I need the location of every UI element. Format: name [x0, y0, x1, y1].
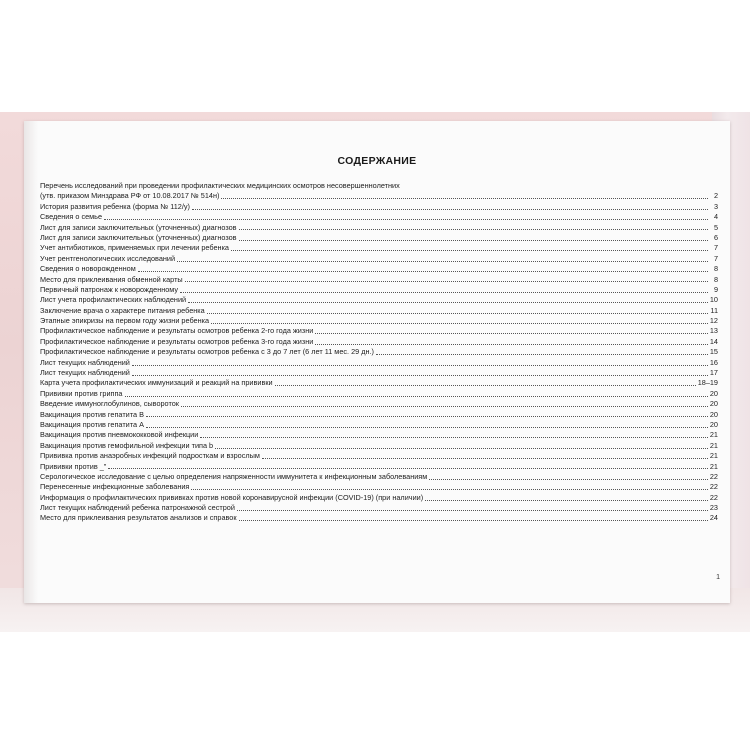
toc-dot-leader — [138, 271, 708, 272]
toc-entry-title: Лист текущих наблюдений — [40, 357, 130, 367]
toc-dot-leader — [239, 520, 708, 521]
toc-dot-leader — [237, 510, 708, 511]
toc-entry — [40, 441, 718, 451]
toc-entry — [40, 223, 718, 233]
toc-dot-leader — [185, 281, 708, 282]
toc-entry-title: Этапные эпикризы на первом году жизни ребенка — [40, 316, 210, 326]
toc-dot-leader — [181, 406, 708, 407]
toc-entry — [40, 451, 718, 461]
toc-entry-page: 20 — [709, 399, 718, 409]
toc-entry-title: Первичный патронаж к новорожденному — [40, 284, 179, 294]
toc-entry-page: 8 — [713, 264, 718, 274]
toc-entry-page: 14 — [709, 336, 718, 346]
toc-entry-page: 10 — [709, 295, 718, 305]
toc-entry — [40, 275, 718, 285]
toc-entry-title: Лист текущих наблюдений — [40, 368, 130, 378]
toc-entry — [40, 347, 718, 357]
toc-entry-page: 22 — [709, 471, 718, 481]
toc-entry — [40, 254, 718, 264]
toc-dot-leader — [231, 250, 708, 251]
toc-entry — [40, 233, 718, 243]
toc-entry-page: 12 — [709, 316, 718, 326]
toc-entry-page: 8 — [713, 274, 718, 284]
toc-entry-title: Лист текущих наблюдений ребенка патронажной сестрой — [40, 503, 235, 513]
toc-dot-leader — [275, 385, 696, 386]
toc-dot-leader — [132, 365, 708, 366]
toc-entry-page: 20 — [709, 409, 718, 419]
toc-entry-page: 24 — [709, 513, 718, 523]
toc-entry-page: 20 — [709, 419, 718, 429]
toc-entry — [40, 430, 718, 440]
toc-entry-title: Информация о профилактических прививках против новой коронавирусной инфекции (COVID-19) (при наличии) — [40, 492, 424, 502]
toc-entry-title: Прививки против гриппа — [40, 388, 123, 398]
toc-entry-title: Прививка против анаэробных инфекций подросткам и взрослым — [40, 451, 260, 461]
toc-entry-title: Профилактическое наблюдение и результаты осмотров ребенка 3-го года жизни — [40, 336, 314, 346]
toc-dot-leader — [315, 333, 708, 334]
toc-entry-title: Сведения о семье — [40, 212, 103, 222]
document-page — [24, 121, 730, 603]
toc-entry — [40, 285, 718, 295]
toc-dot-leader — [239, 229, 708, 230]
toc-entry-page: 17 — [709, 368, 718, 378]
toc-entry-title: Прививки против _" — [40, 461, 107, 471]
toc-entry-title: Профилактическое наблюдение и результаты осмотров ребенка 2-го года жизни — [40, 326, 314, 336]
toc-entry — [40, 472, 718, 482]
toc-dot-leader — [315, 344, 708, 345]
toc-entry-title: Карта учета профилактических иммунизаций и реакций на прививки — [40, 378, 273, 388]
toc-entry-page: 21 — [709, 461, 718, 471]
toc-entry — [40, 514, 718, 524]
toc-entry-page: 20 — [709, 388, 718, 398]
toc-dot-leader — [262, 458, 708, 459]
toc-entry-page: 21 — [709, 440, 718, 450]
toc-dot-leader — [215, 448, 708, 449]
toc-dot-leader — [200, 437, 708, 438]
toc-entry-title: Сведения о новорожденном — [40, 264, 136, 274]
toc-entry — [40, 399, 718, 409]
toc-dot-leader — [207, 313, 708, 314]
toc-entry-page: 3 — [713, 201, 718, 211]
toc-dot-leader — [177, 261, 708, 262]
toc-entry-title: История развития ребенка (форма № 112/у) — [40, 201, 190, 211]
toc-entry-page: 15 — [709, 347, 718, 357]
toc-dot-leader — [180, 292, 708, 293]
toc-entry-page: 7 — [713, 253, 718, 263]
toc-entry-title: Перенесенные инфекционные заболевания — [40, 482, 190, 492]
toc-entry-title: Учет рентгенологических исследований — [40, 253, 176, 263]
page-gutter-shadow — [24, 121, 38, 603]
toc-entry-page: 13 — [709, 326, 718, 336]
toc-entry-page: 22 — [709, 482, 718, 492]
toc-entry — [40, 326, 718, 336]
table-of-contents — [40, 181, 718, 524]
toc-entry — [40, 420, 718, 430]
toc-entry-page: 22 — [709, 492, 718, 502]
toc-entry-page: 18–19 — [697, 378, 718, 388]
toc-entry-page: 9 — [713, 284, 718, 294]
toc-entry-title: Лист для записи заключительных (уточненных) диагнозов — [40, 222, 237, 232]
toc-dot-leader — [104, 219, 708, 220]
toc-entry-title: Вакцинация против гепатита В — [40, 409, 144, 419]
toc-entry — [40, 316, 718, 326]
toc-entry — [40, 462, 718, 472]
toc-entry-title: Заключение врача о характере питания ребенка — [40, 305, 205, 315]
toc-entry — [40, 358, 718, 368]
toc-entry — [40, 482, 718, 492]
toc-entry-page: 7 — [713, 243, 718, 253]
toc-entry-title: Профилактическое наблюдение и результаты осмотров ребенка с 3 до 7 лет (6 лет 11 мес. 29 дн.) — [40, 347, 374, 357]
toc-entry — [40, 410, 718, 420]
toc-entry-page: 16 — [709, 357, 718, 367]
toc-entry — [40, 337, 718, 347]
toc-entry-title: (утв. приказом Минздрава РФ от 10.08.2017 № 514н) — [40, 191, 220, 201]
toc-entry-page: 4 — [713, 212, 718, 222]
toc-entry-page: 11 — [710, 305, 718, 315]
toc-entry — [40, 368, 718, 378]
toc-dot-leader — [125, 396, 708, 397]
toc-entry — [40, 493, 718, 503]
toc-dot-leader — [192, 209, 708, 210]
toc-entry — [40, 378, 718, 388]
toc-entry-title: Серологическое исследование с целью определения напряженности иммунитета к инфекционным заболеваниям — [40, 471, 428, 481]
toc-dot-leader — [211, 323, 708, 324]
toc-dot-leader — [425, 500, 708, 501]
toc-dot-leader — [146, 427, 708, 428]
toc-entry-title: Учет антибиотиков, применяемых при лечении ребенка — [40, 243, 229, 253]
toc-dot-leader — [191, 489, 708, 490]
toc-entry-page: 5 — [713, 222, 718, 232]
toc-entry-title: Лист для записи заключительных (уточненных) диагнозов — [40, 232, 237, 242]
toc-dot-leader — [108, 468, 707, 469]
toc-entry-title: Введение иммуноглобулинов, сывороток — [40, 399, 179, 409]
toc-dot-leader — [429, 479, 708, 480]
toc-entry-title: Лист учета профилактических наблюдений — [40, 295, 187, 305]
toc-entry-title: Место для приклеивания результатов анализов и справок — [40, 513, 237, 523]
toc-entry-title: Вакцинация против гепатита А — [40, 419, 144, 429]
toc-entry-page: 21 — [709, 451, 718, 461]
toc-entry-page: 23 — [709, 503, 718, 513]
toc-entry — [40, 389, 718, 399]
toc-entry — [40, 212, 718, 222]
toc-entry-title: Место для приклеивания обменной карты — [40, 274, 183, 284]
toc-dot-leader — [221, 198, 708, 199]
toc-entry — [40, 202, 718, 212]
toc-entry-page: 21 — [709, 430, 718, 440]
toc-entry-page: 6 — [713, 232, 718, 242]
toc-entry — [40, 503, 718, 513]
toc-entry-title: Вакцинация против пневмококковой инфекции — [40, 430, 199, 440]
page-title: СОДЕРЖАНИЕ — [337, 155, 417, 167]
toc-entry — [40, 306, 718, 316]
toc-entry — [40, 191, 718, 201]
toc-entry — [40, 181, 718, 191]
page-number: 1 — [716, 574, 720, 581]
toc-dot-leader — [239, 240, 708, 241]
toc-entry — [40, 243, 718, 253]
toc-entry-title: Вакцинация против гемофильной инфекции типа b — [40, 440, 214, 450]
toc-entry — [40, 264, 718, 274]
toc-dot-leader — [146, 416, 708, 417]
toc-dot-leader — [376, 354, 708, 355]
toc-dot-leader — [132, 375, 708, 376]
toc-entry-page: 2 — [713, 191, 718, 201]
toc-dot-leader — [188, 302, 708, 303]
toc-entry — [40, 295, 718, 305]
toc-entry-title: Перечень исследований при проведении профилактических медицинских осмотров несовершеннолетних — [40, 180, 400, 190]
